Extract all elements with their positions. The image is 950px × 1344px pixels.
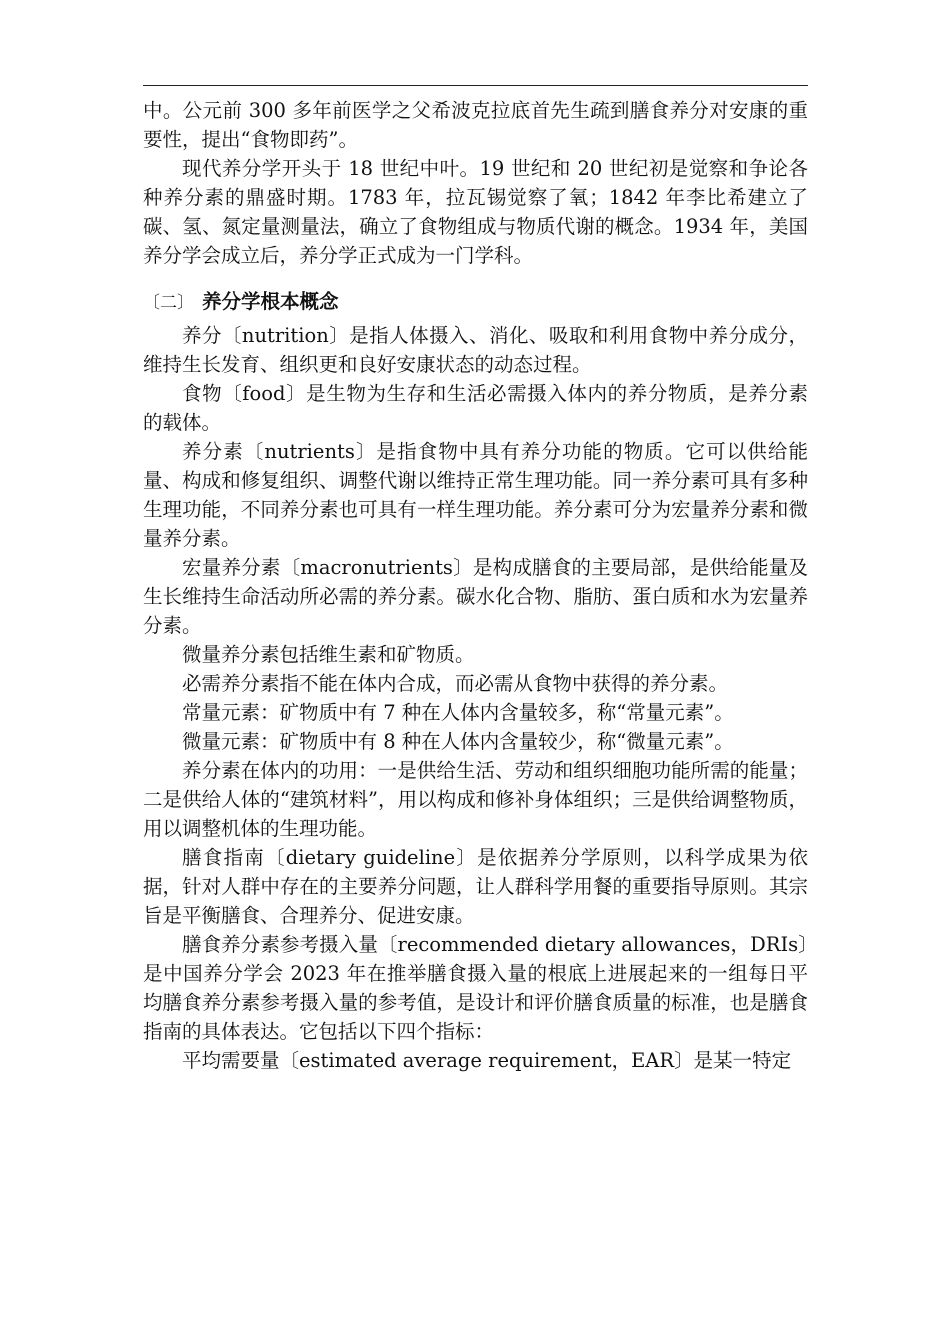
paragraph-dris: 膳食养分素参考摄入量〔recommended dietary allowances，DRIs〕是中国养分学会 2023 年在推举膳食摄入量的根底上进展起来的一组每日平均膳食养分素参考摄入量的参考值，是设计和评价膳食质量的标准，也是膳食指南的具体表达。它包括以下四个指标： (143, 933, 808, 1043)
spacer (143, 270, 808, 286)
paragraph-macronutrients: 宏量养分素〔macronutrients〕是构成膳食的主要局部，是供给能量及生长维持生命活动所必需的养分素。碳水化合物、脂肪、蛋白质和水为宏量养分素。 (143, 556, 808, 637)
paragraph-essential-nutrients: 必需养分素指不能在体内合成，而必需从食物中获得的养分素。 (182, 672, 729, 695)
section-number: 〔二〕 (143, 293, 194, 313)
paragraph-nutrition: 养分〔nutrition〕是指人体摄入、消化、吸取和利用食物中养分成分，维持生长发育、组织更和良好安康状态的动态过程。 (143, 324, 808, 376)
document-body (143, 96, 808, 1075)
paragraph-dietary-guideline: 膳食指南〔dietary guideline〕是依据养分学原则，以科学成果为依据，针对人群中存在的主要养分问题，让人群科学用餐的重要指导原则。其宗旨是平衡膳食、合理养分、促进安康。 (143, 846, 808, 927)
paragraph-continued: 中。公元前 300 多年前医学之父希波克拉底首先生疏到膳食养分对安康的重要性，提出“食物即药”。 (143, 99, 808, 151)
paragraph-micronutrients: 微量养分素包括维生素和矿物质。 (182, 643, 475, 666)
header-rule (143, 85, 808, 86)
paragraph-macro-elements: 常量元素：矿物质中有 7 种在人体内含量较多，称“常量元素”。 (182, 701, 734, 724)
section-heading (143, 286, 808, 319)
paragraph-trace-elements: 微量元素：矿物质中有 8 种在人体内含量较少，称“微量元素”。 (182, 730, 734, 753)
section-title: 养分学根本概念 (202, 290, 339, 313)
paragraph-food: 食物〔food〕是生物为生存和生活必需摄入体内的养分物质，是养分素的载体。 (143, 382, 808, 434)
paragraph-ear: 平均需要量〔estimated average requirement，EAR〕是某一特定 (182, 1049, 792, 1072)
paragraph-nutrient-functions: 养分素在体内的功用：一是供给生活、劳动和组织细胞功能所需的能量；二是供给人体的“建筑材料”，用以构成和修补身体组织；三是供给调整物质，用以调整机体的生理功能。 (143, 759, 808, 840)
paragraph-modern-nutrition: 现代养分学开头于 18 世纪中叶。19 世纪和 20 世纪初是觉察和争论各种养分素的鼎盛时期。1783 年，拉瓦锡觉察了氧；1842 年李比希建立了碳、氢、氮定量测量法，确立了食物组成与物质代谢的概念。1934 年，美国养分学会成立后，养分学正式成为一门学科。 (143, 157, 808, 267)
paragraph-nutrients: 养分素〔nutrients〕是指食物中具有养分功能的物质。它可以供给能量、构成和修复组织、调整代谢以维持正常生理功能。同一养分素可具有多种生理功能，不同养分素也可具有一样生理功能。养分素可分为宏量养分素和微量养分素。 (143, 440, 808, 550)
